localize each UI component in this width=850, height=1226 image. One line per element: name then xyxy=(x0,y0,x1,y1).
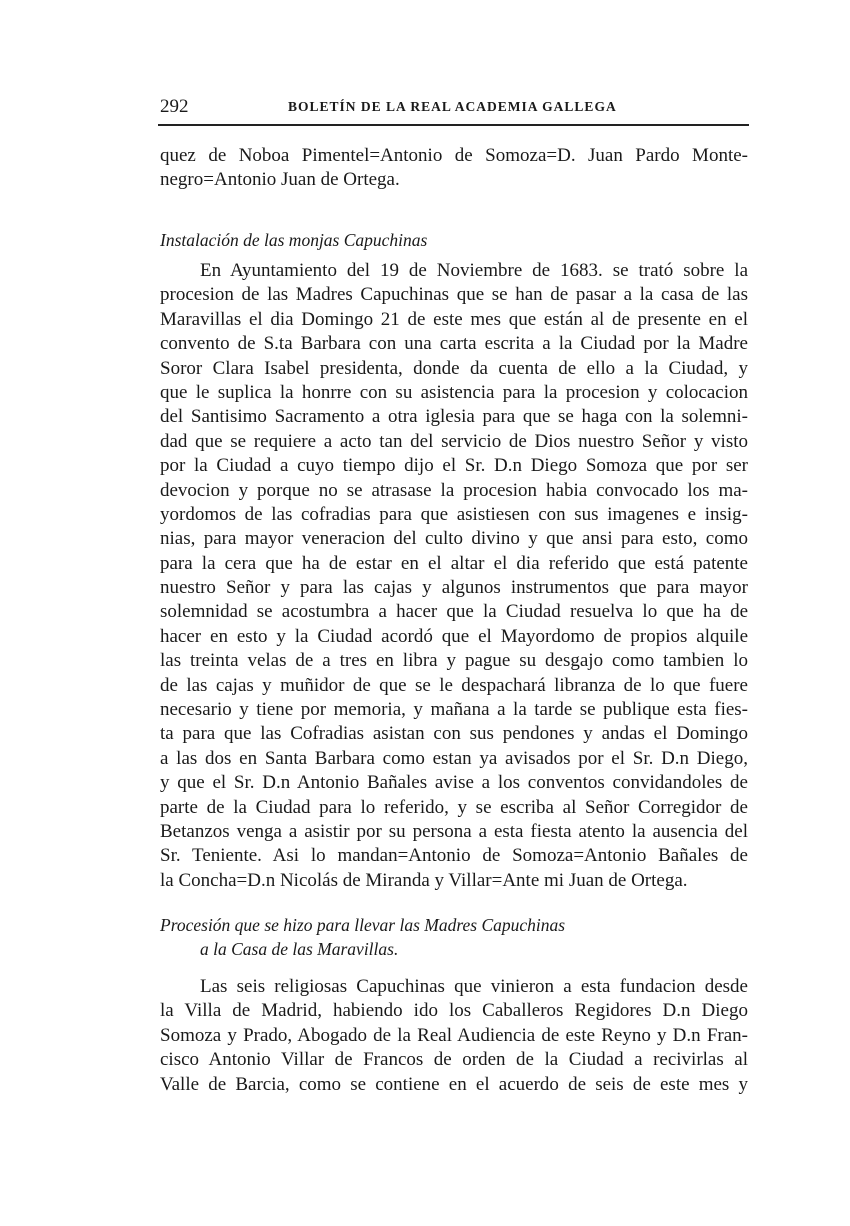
text-line: que le suplica la honrre con su asistencia para la procesion y colocacion xyxy=(160,381,748,403)
text-line: la Concha=D.n Nicolás de Miranda y Villar=Ante mi Juan de Ortega. xyxy=(160,869,688,891)
text-line: Somoza y Prado, Abogado de la Real Audiencia de este Reyno y D.n Fran- xyxy=(160,1024,748,1046)
text-line: Betanzos venga a asistir por su persona a esta fiesta atento la ausencia del xyxy=(160,820,748,842)
text-line: negro=Antonio Juan de Ortega. xyxy=(160,169,400,191)
text-line: parte de la Ciudad para lo referido, y se escriba al Señor Corregidor de xyxy=(160,796,748,818)
text-line: solemnidad se acostumbra a hacer que la Ciudad resuelva lo que ha de xyxy=(160,601,748,623)
text-line: las treinta velas de a tres en libra y pague su desgajo como tambien lo xyxy=(160,650,748,672)
paragraph-continued xyxy=(160,144,748,193)
text-line: Soror Clara Isabel presidenta, donde da cuenta de ello a la Ciudad, y xyxy=(160,357,748,379)
text-line: procesion de las Madres Capuchinas que se han de pasar a la casa de las xyxy=(160,284,748,306)
text-line: la Villa de Madrid, habiendo ido los Caballeros Regidores D.n Diego xyxy=(160,1000,748,1022)
text-line: y que el Sr. D.n Antonio Bañales avise a los conventos convidandoles de xyxy=(160,772,748,794)
text-line: Sr. Teniente. Asi lo mandan=Antonio de Somoza=Antonio Bañales de xyxy=(160,845,748,867)
text-line: devocion y porque no se atrasase la procesion habia convocado los ma- xyxy=(160,479,748,501)
paragraph-ayuntamiento xyxy=(160,259,748,893)
text-line: Valle de Barcia, como se contiene en el acuerdo de seis de este mes y xyxy=(160,1073,748,1095)
text-line: convento de S.ta Barbara con una carta escrita a la Ciudad por la Madre xyxy=(160,333,748,355)
heading-line: Procesión que se hizo para llevar las Madres Capuchinas xyxy=(160,915,566,935)
heading-line: a la Casa de las Maravillas. xyxy=(200,939,399,960)
running-header xyxy=(160,96,748,118)
text-line: para la cera que ha de estar en el altar el dia referido que está patente xyxy=(160,552,748,574)
text-line: Maravillas el dia Domingo 21 de este mes que están al de presente en el xyxy=(160,308,748,330)
page-number: 292 xyxy=(160,96,189,117)
paragraph-procesion xyxy=(160,975,748,1097)
text-line: del Santisimo Sacramento a otra iglesia para que se haga con la solemni- xyxy=(160,406,748,428)
text-line: por la Ciudad a cuyo tiempo dijo el Sr. D.n Diego Somoza que por ser xyxy=(160,455,748,477)
text-line: nias, para mayor veneracion del culto divino y que ansi para esto, como xyxy=(160,528,748,550)
text-line: quez de Noboa Pimentel=Antonio de Somoza=D. Juan Pardo Monte- xyxy=(160,145,748,166)
text-line: nuestro Señor y para las cajas y algunos instrumentos que para mayor xyxy=(160,577,748,599)
text-line: En Ayuntamiento del 19 de Noviembre de 1683. se trató sobre la xyxy=(200,260,748,281)
text-line: cisco Antonio Villar de Francos de orden de la Ciudad a recivirlas al xyxy=(160,1049,748,1071)
text-line: dad que se requiere a acto tan del servicio de Dios nuestro Señor y visto xyxy=(160,430,748,452)
running-title: BOLETÍN DE LA REAL ACADEMIA GALLEGA xyxy=(288,99,617,114)
text-line: ta para que las Cofradias asistan con sus pendones y andas el Domingo xyxy=(160,723,748,745)
heading-line: Instalación de las monjas Capuchinas xyxy=(160,230,428,250)
text-line: Las seis religiosas Capuchinas que vinieron a esta fundacion desde xyxy=(200,976,748,997)
header-rule xyxy=(158,124,749,126)
section-heading-2 xyxy=(160,913,748,962)
text-line: yordomos de las cofradias para que asistiesen con sus imagenes e insig- xyxy=(160,503,748,525)
section-heading-1 xyxy=(160,228,748,252)
text-line: a las dos en Santa Barbara como estan ya avisados por el Sr. D.n Diego, xyxy=(160,747,748,769)
text-line: hacer en esto y la Ciudad acordó que el Mayordomo de propios alquile xyxy=(160,625,748,647)
text-line: necesario y tiene por memoria, y mañana a la tarde se publique esta fies- xyxy=(160,699,748,721)
text-line: de las cajas y muñidor de que se le despachará libranza de lo que fuere xyxy=(160,674,748,696)
